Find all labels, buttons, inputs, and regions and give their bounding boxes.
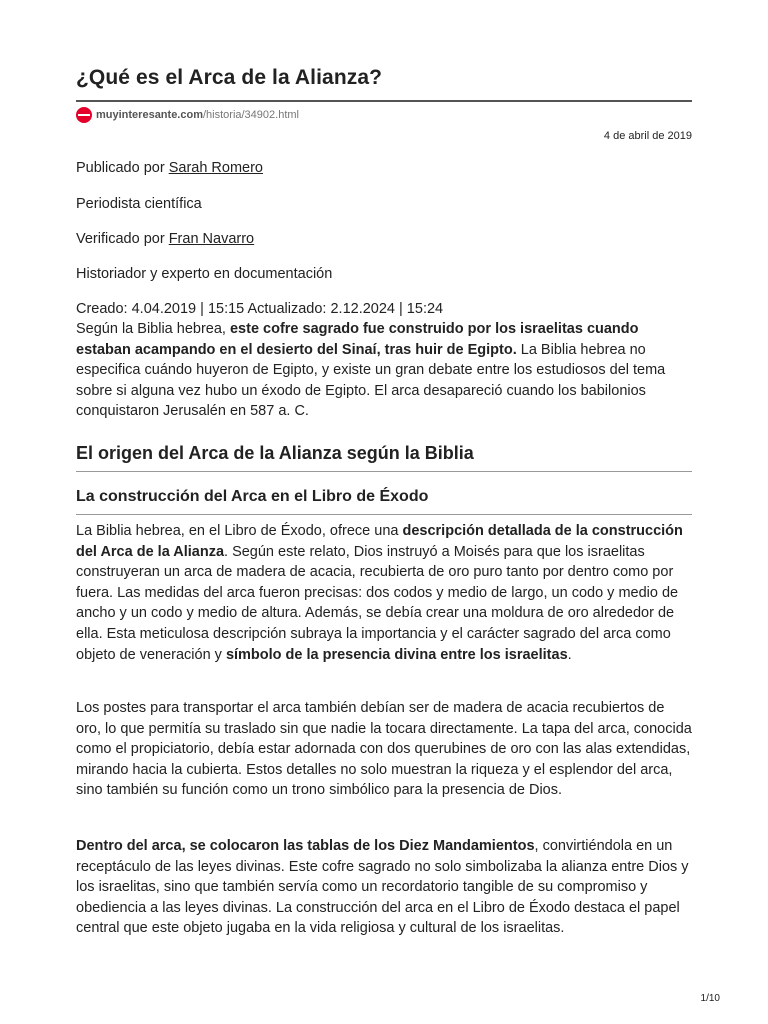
section-rule bbox=[76, 471, 692, 472]
intro-bold-1: este cofre sagrado fue construido por los israelitas cuando estaban acampando en el desierto del Sinaí, tras huir de Egipto. bbox=[76, 321, 639, 358]
paragraph-1 bbox=[76, 521, 692, 665]
article-title: ¿Qué es el Arca de la Alianza? bbox=[76, 66, 383, 89]
p1-text-3: . bbox=[567, 646, 572, 663]
source-domain: muyinteresante.com bbox=[96, 109, 203, 121]
source-link[interactable] bbox=[96, 109, 299, 121]
verified-by-label: Verificado por bbox=[76, 231, 169, 247]
verifier-role: Historiador y experto en documentación bbox=[76, 266, 333, 282]
author-link[interactable]: Sarah Romero bbox=[168, 160, 263, 176]
muyinteresante-logo-icon bbox=[76, 107, 92, 123]
page-number: 1/10 bbox=[700, 993, 720, 1004]
p3-bold-1: Dentro del arca, se colocaron las tablas de los Diez Mandamientos bbox=[76, 838, 535, 854]
verified-by bbox=[76, 231, 254, 247]
p1-bold-2: símbolo de la presencia divina entre los israelitas bbox=[225, 646, 568, 663]
p1-text-1: La Biblia hebrea, en el Libro de Éxodo, ofrece una bbox=[76, 523, 403, 539]
title-rule bbox=[76, 100, 692, 102]
intro-paragraph bbox=[76, 319, 692, 422]
subsection-rule bbox=[76, 514, 692, 515]
section-heading: El origen del Arca de la Alianza según la Biblia bbox=[76, 443, 474, 463]
intro-text-2: La Biblia hebrea no especifica cuándo huyeron de Egipto, y existe un gran debate entre los estudiosos del tema sobre si alguna vez hubo un éxodo de Egipto. El arca desapareció cuando los babilonios conquistaron Jerusalén en 587 a. C. bbox=[76, 341, 666, 420]
verifier-link[interactable]: Fran Navarro bbox=[168, 231, 255, 247]
paragraph-2: Los postes para transportar el arca también debían ser de madera de acacia recubiertos de oro, lo que permitía su traslado sin que nadie la tocara directamente. La tapa del arca, conocida como el propiciatorio, debía estar adornada con dos querubines de oro con las alas extendidas, mirando hacia la cubierta. Estos detalles no solo muestran la riqueza y el esplendor del arca, sino también su función como un trono simbólico para la presencia de Dios. bbox=[76, 700, 692, 799]
source-line bbox=[76, 107, 299, 123]
section-subheading: La construcción del Arca en el Libro de Éxodo bbox=[76, 488, 429, 505]
author-role: Periodista científica bbox=[76, 196, 202, 212]
p3-text-1: , convirtiéndola en un receptáculo de las leyes divinas. Este cofre sagrado no solo simbolizaba la alianza entre Dios y los israelitas, sino que también servía como un recordatorio tangible de su compromiso y obediencia a las leyes divinas. La construcción del arca en el Libro de Éxodo destaca el papel central que este objeto jugaba en la vida religiosa y cultural de los israelitas. bbox=[76, 838, 689, 937]
paragraph-3 bbox=[76, 836, 692, 939]
published-by-label: Publicado por bbox=[76, 160, 169, 176]
created-updated: Creado: 4.04.2019 | 15:15 Actualizado: 2.12.2024 | 15:24 bbox=[76, 301, 444, 317]
p1-text-2: . Según este relato, Dios instruyó a Moisés para que los israelitas construyeran un arca de madera de acacia, recubierta de oro puro tanto por dentro como por fuera. Las medidas del arca fueron precisas: dos codos y medio de largo, un codo y medio de ancho y un codo y medio de altura. Además, se debía crear una moldura de oro alrededor de ella. Esta meticulosa descripción subraya la importancia y el carácter sagrado del arca como objeto de veneración y bbox=[76, 543, 679, 663]
intro-text-1: Según la Biblia hebrea, bbox=[76, 321, 230, 337]
source-path: /historia/34902.html bbox=[202, 109, 299, 121]
published-by bbox=[76, 160, 263, 176]
article-date: 4 de abril de 2019 bbox=[603, 130, 692, 142]
p1-bold-1: descripción detallada de la construcción del Arca de la Alianza bbox=[76, 523, 683, 560]
